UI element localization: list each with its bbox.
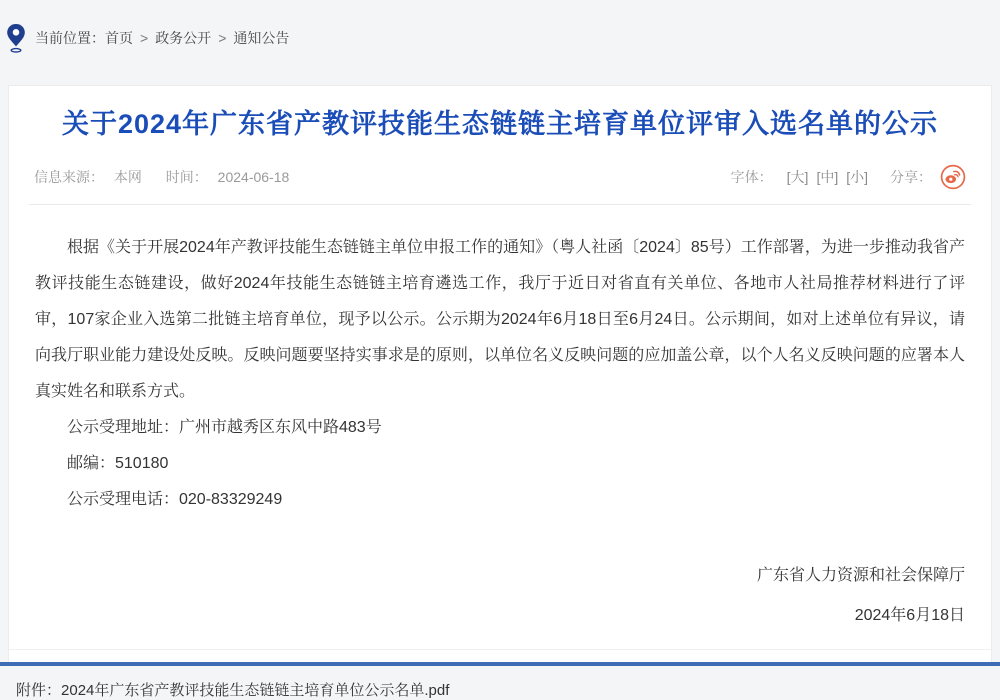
footer-top-edge-bar	[0, 662, 1000, 666]
attachment-row	[9, 650, 991, 700]
page-title: 关于2024年广东省产教评技能生态链链主培育单位评审入选名单的公示	[61, 109, 939, 139]
source-label: 信息来源：	[34, 169, 104, 185]
location-pin-icon	[6, 23, 26, 53]
article-meta-right	[731, 164, 966, 190]
article-meta-bar	[29, 144, 971, 205]
article-card	[8, 85, 992, 699]
signature-block	[35, 556, 965, 636]
font-size-large-button[interactable]: [大]	[786, 169, 809, 185]
breadcrumb-label: 当前位置：	[35, 30, 105, 46]
font-size-label: 字体：	[730, 169, 773, 185]
time-label: 时间：	[165, 169, 208, 185]
paragraph-main: 根据《关于开展2024年产教评技能生态链链主单位申报工作的通知》（粤人社函〔2024〕85号）工作部署，为进一步推动我省产教评技能生态链建设，做好2024年技能生态链链主培育遴选工作，我厅于近日对省直有关单位、各地市人社局推荐材料进行了评审，107家企业入选第二批链主培育单位，现予以公示。公示期为2024年6月18日至6月24日。公示期间，如对上述单位有异议，请向我厅职业能力建设处反映。反映问题要坚持实事求是的原则，以单位名义反映问题的应加盖公章，以个人名义反映问题的应署本人真实姓名和联系方式。	[35, 239, 965, 400]
breadcrumb-item-home[interactable]: 首页	[105, 30, 133, 46]
source-value: 本网	[113, 169, 142, 185]
article-meta-left	[34, 167, 295, 187]
paragraph-postcode: 邮编：510180	[67, 455, 169, 472]
breadcrumb-item-notices[interactable]: 通知公告	[233, 30, 290, 46]
font-size-small-button[interactable]: [小]	[846, 169, 868, 185]
article-body	[35, 205, 965, 518]
paragraph-phone: 公示受理电话：020-83329249	[67, 491, 283, 508]
time-value: 2024-06-18	[217, 169, 290, 185]
attachment-label: 附件：	[16, 682, 62, 699]
breadcrumb-item-gov-affairs[interactable]: 政务公开	[155, 30, 212, 46]
breadcrumb-separator: >	[218, 30, 227, 46]
font-size-medium-button[interactable]: [中]	[816, 169, 839, 185]
signature-department: 广东省人力资源和社会保障厅	[756, 567, 965, 584]
weibo-share-icon[interactable]	[940, 164, 966, 190]
breadcrumb	[6, 23, 289, 53]
share-label: 分享：	[890, 169, 932, 185]
breadcrumb-separator: >	[140, 30, 149, 46]
attachment-pdf-link[interactable]: 2024年广东省产教评技能生态链链主培育单位公示名单.pdf	[61, 682, 450, 699]
signature-date: 2024年6月18日	[854, 607, 965, 624]
paragraph-address: 公示受理地址：广州市越秀区东风中路483号	[67, 419, 382, 436]
